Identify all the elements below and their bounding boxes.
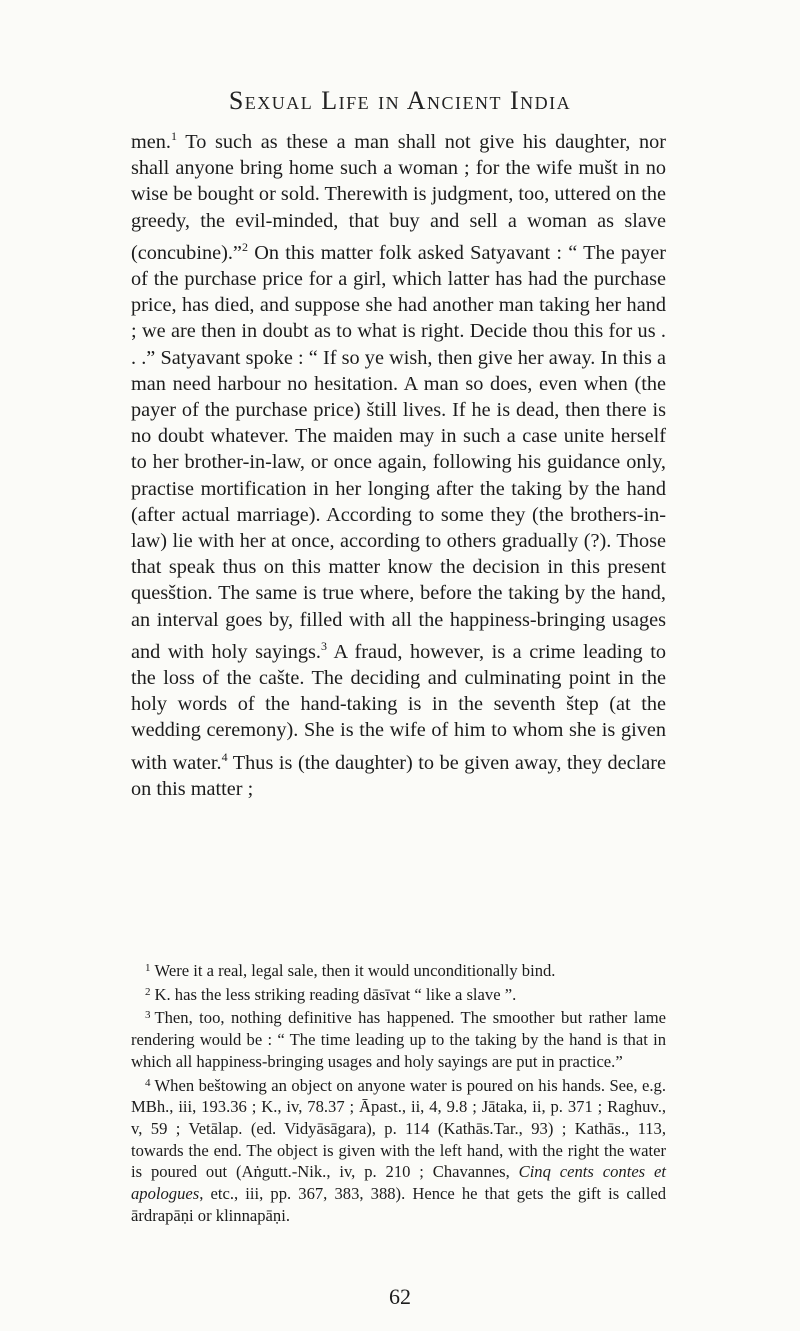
footnote-ref[interactable]: 3 xyxy=(321,638,327,653)
footnote-text: K. has the less striking reading dāsīvat “ like a slave ”. xyxy=(154,984,517,1004)
text-segment: Thus is (the daughter) to be given away, they declare on this matter ; xyxy=(131,751,666,800)
footnote-ref[interactable]: 1 xyxy=(171,129,177,143)
footnote xyxy=(131,958,666,982)
footnote-title-italic: Cinq cents contes et apologues xyxy=(131,1162,666,1204)
main-text xyxy=(131,123,666,802)
text-segment: To such as these a man shall not give his daughter, nor shall anyone bring home such a woman ; for the wife mušt in no wise be bought or sold. Therewith is judgment, too, uttered on the greedy, the evil-minded, that buy and sell a woman as slave (concubine).” xyxy=(131,131,666,264)
footnotes xyxy=(131,958,666,1226)
footnote xyxy=(131,1073,666,1227)
text-segment: On this matter folk asked Satyavant : “ The payer of the purchase price for a girl, which latter has had the purchase price, has died, and suppose she had another man taking her hand ; we are then in doubt as to what is right. Decide thou this for us . . .” Satyavant spoke : “ If so ye wish, then give her away. In this a man need harbour no hesitation. A man so does, even when (the payer of the purchase price) štill lives. If he is dead, then there is no doubt whatever. The maiden may in such a case unite herself to her brother-in-law, or once again, following his guidance only, practise mortification in her longing after the taking by the hand (after actual marriage). According to some they (the brothers-in-law) lie with her at once, according to others gradually (?). Those that speak thus on this matter know the decision in this present quesštion. The same is true where, before the taking by the hand, an interval goes by, filled with all the happiness-bringing usages and with holy sayings. xyxy=(131,241,666,663)
text-segment: men. xyxy=(131,131,171,153)
footnote xyxy=(131,1005,666,1072)
footnote-ref[interactable]: 2 xyxy=(241,239,248,254)
text-segment: A fraud, however, is a crime leading to the loss of the cašte. The deciding and culminating point in the holy words of the hand-taking is in the seventh štep (at the wedding ceremony). She is the wife of him to whom she is given with water. xyxy=(131,640,666,774)
footnote-ref[interactable]: 4 xyxy=(221,749,228,764)
footnote-mark: 1 xyxy=(145,962,151,974)
footnote-text: , etc., iii, pp. 367, 383, 388). Hence he that gets the gift is called ārdrapāṇi or klinnapāṇi. xyxy=(131,1184,666,1225)
footnote-text: When beštowing an object on anyone water is poured on his hands. See, e.g. MBh., iii, 193.36 ; K., iv, 78.37 ; Āpast., ii, 4, 9.8 ; Jātaka, ii, p. 371 ; Raghuv., v, 59 ; Vetālap. (ed. Vidyāsāgara), p. 114 (Kathās.Tar., 93) ; Kathās., 113, towards the end. The object is given with the left hand, with the right the water is poured out (Aṅgutt.-Nik., iv, p. 210 ; Chavannes, xyxy=(131,1075,666,1182)
footnote-text: Then, too, nothing definitive has happened. The smoother but rather lame rendering would be : “ The time leading up to the taking by the hand is that in which all happiness-bringing usages and holy sayings are put in practice.” xyxy=(131,1008,666,1071)
footnote-mark: 2 xyxy=(145,985,151,998)
running-title: Sexual Life in Ancient India xyxy=(228,86,572,115)
footnote xyxy=(131,982,666,1006)
footnote-mark: 4 xyxy=(145,1076,151,1089)
page-number: 62 xyxy=(389,1284,411,1309)
footnote-mark: 3 xyxy=(145,1009,151,1022)
main-paragraph xyxy=(131,123,666,802)
footnote-text: Were it a real, legal sale, then it would unconditionally bind. xyxy=(154,961,556,980)
